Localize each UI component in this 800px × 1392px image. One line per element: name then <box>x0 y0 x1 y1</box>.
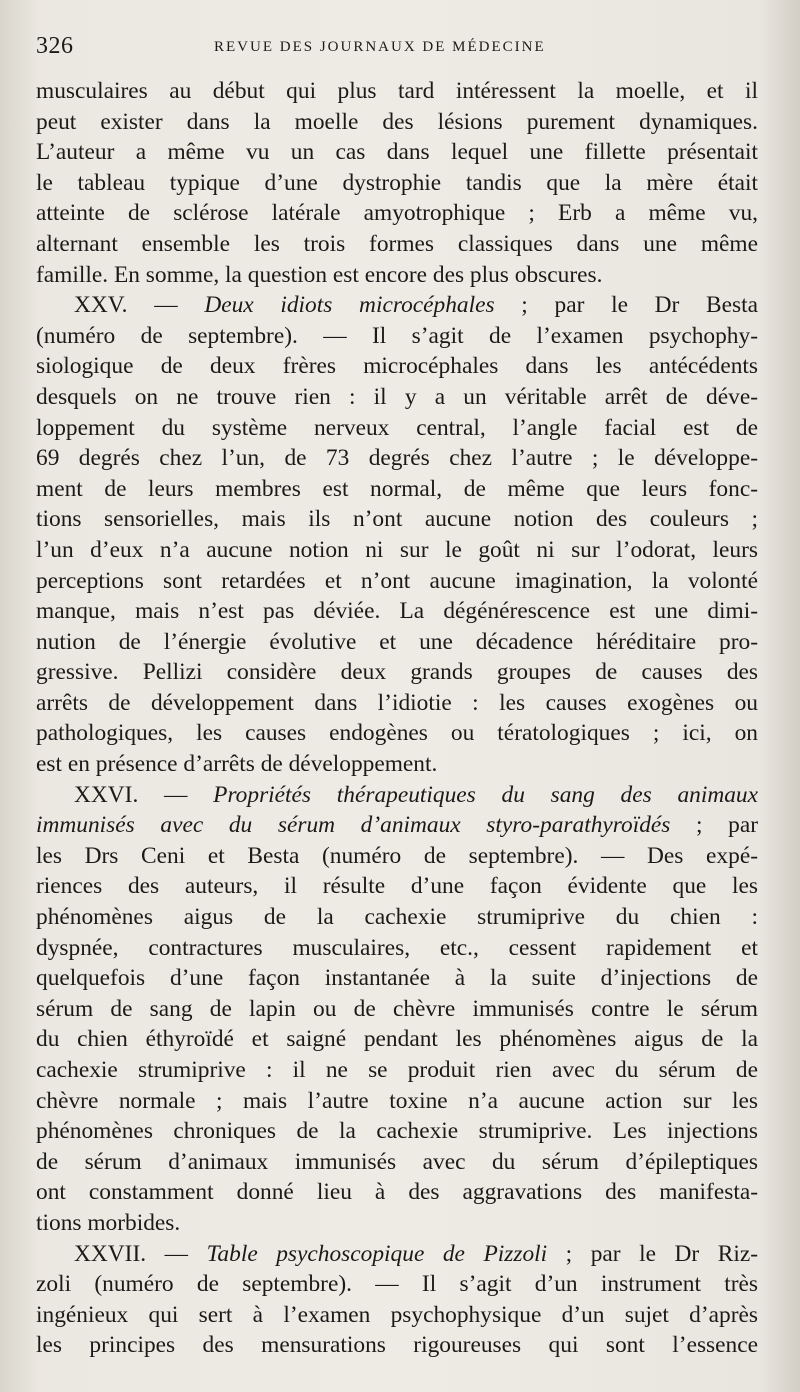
article-byline: ; par le Dr Riz- <box>547 1240 758 1267</box>
text-line <box>36 290 758 321</box>
text-line: chèvre normale ; mais l’autre toxine n’a aucune action sur les <box>36 1087 758 1114</box>
text-line: l’un d’eux n’a aucune notion ni sur le goût ni sur l’odorat, leurs <box>36 536 758 563</box>
text-line: est en présence d’arrêts de développement. <box>36 751 438 778</box>
text-line: quelquefois d’une façon instantanée à la suite d’injections de <box>36 965 758 992</box>
section-number: XXVII. — <box>74 1240 207 1267</box>
text-line: dyspnée, contractures musculaires, etc., cessent rapidement et <box>36 934 758 961</box>
text-line: atteinte de sclérose latérale amyotrophique ; Erb a même vu, <box>36 200 758 227</box>
text-line: ingénieux qui sert à l’examen psychophysique d’un sujet d’après <box>36 1301 758 1328</box>
article-title: immunisés avec du sérum d’animaux styro-parathyroïdés <box>36 812 671 839</box>
text-line: alternant ensemble les trois formes classiques dans une même <box>36 230 758 257</box>
body-text <box>36 76 758 1361</box>
article-title: Table psychoscopique de Pizzoli <box>206 1240 548 1267</box>
text-line: manque, mais n’est pas déviée. La dégénérescence est une dimi- <box>36 598 758 625</box>
text-line: pathologiques, les causes endogènes ou tératologiques ; ici, on <box>36 720 758 747</box>
text-line: arrêts de développement dans l’idiotie : les causes exogènes ou <box>36 689 758 716</box>
text-line: du chien éthyroïdé et saigné pendant les phénomènes aigus de la <box>36 1026 758 1053</box>
text-line: musculaires au début qui plus tard intéressent la moelle, et il <box>36 78 758 104</box>
text-line: 69 degrés chez l’un, de 73 degrés chez l’autre ; le développe- <box>36 445 758 472</box>
text-line: le tableau typique d’une dystrophie tandis que la mère était <box>36 169 758 196</box>
text-line: phénomènes aigus de la cachexie strumiprive du chien : <box>36 904 758 931</box>
text-line: tions morbides. <box>36 1209 181 1236</box>
text-line: gressive. Pellizi considère deux grands groupes de causes des <box>36 659 758 686</box>
text-line: phénomènes chroniques de la cachexie strumiprive. Les injections <box>36 1118 758 1145</box>
text-line: ment de leurs membres est normal, de même que leurs fonc- <box>36 475 758 502</box>
page-header <box>36 33 760 63</box>
text-line: famille. En somme, la question est encore des plus obscures. <box>36 261 603 288</box>
section-number: XXVI. — <box>74 781 214 808</box>
article-title: Propriétés thérapeutiques du sang des animaux <box>213 781 758 808</box>
text-line <box>36 1239 758 1270</box>
article-byline: ; par le Dr Besta <box>494 292 758 319</box>
text-line: tions sensorielles, mais ils n’ont aucune notion des couleurs ; <box>36 506 758 533</box>
article-byline: ; par <box>670 812 758 839</box>
text-line: ont constamment donné lieu à des aggravations des manifesta- <box>36 1179 758 1206</box>
text-line: perceptions sont retardées et n’ont aucune imagination, la volonté <box>36 567 758 594</box>
section-number: XXV. — <box>74 292 205 319</box>
text-line: de sérum d’animaux immunisés avec du sérum d’épileptiques <box>36 1148 758 1175</box>
text-line: loppement du système nerveux central, l’angle facial est de <box>36 414 758 441</box>
text-line: cachexie strumiprive : il ne se produit rien avec du sérum de <box>36 1057 758 1083</box>
text-line: (numéro de septembre). — Il s’agit de l’examen psychophy- <box>36 322 758 349</box>
text-line: riences des auteurs, il résulte d’une façon évidente que les <box>36 873 758 900</box>
text-line: peut exister dans la moelle des lésions purement dynamiques. <box>36 108 758 135</box>
text-line: les Drs Ceni et Besta (numéro de septembre). — Des expé- <box>36 842 758 869</box>
text-line <box>36 810 758 841</box>
running-head: REVUE DES JOURNAUX DE MÉDECINE <box>214 39 546 55</box>
text-line: sérum de sang de lapin ou de chèvre immunisés contre le sérum <box>36 995 758 1022</box>
page-number: 326 <box>36 33 74 59</box>
text-line: zoli (numéro de septembre). — Il s’agit d’un instrument très <box>36 1271 758 1298</box>
text-line: L’auteur a même vu un cas dans lequel une fillette présentait <box>36 139 758 166</box>
article-title: Deux idiots microcéphales <box>204 292 495 319</box>
text-line: nution de l’énergie évolutive et une décadence héréditaire pro- <box>36 628 758 655</box>
text-line <box>36 780 758 811</box>
text-line: siologique de deux frères microcéphales dans les antécédents <box>36 353 758 380</box>
text-line: les principes des mensurations rigoureuses qui sont l’essence <box>36 1332 758 1359</box>
text-line: desquels on ne trouve rien : il y a un véritable arrêt de déve- <box>36 383 758 410</box>
